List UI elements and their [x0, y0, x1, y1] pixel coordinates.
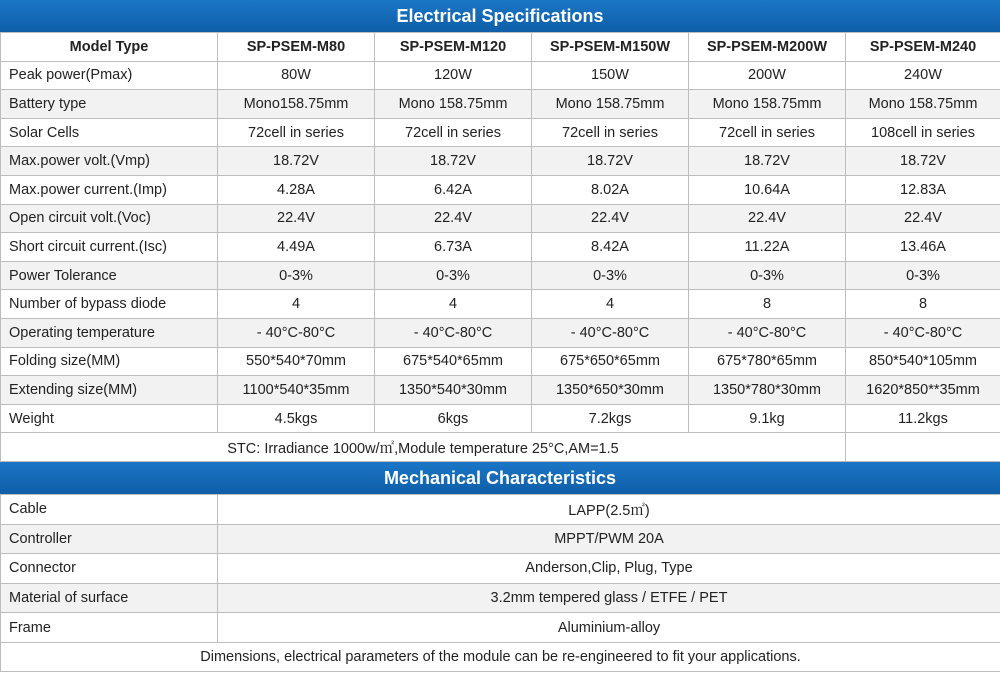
spec-value: 9.1kg: [689, 404, 846, 433]
mechanical-characteristics-title: Mechanical Characteristics: [0, 462, 1000, 494]
empty-cell: [846, 433, 1000, 462]
spec-value: 72cell in series: [218, 118, 375, 147]
spec-value: 13.46A: [846, 233, 1000, 262]
spec-label: Open circuit volt.(Voc): [1, 204, 218, 233]
mechanical-value: LAPP(2.5㎡): [218, 494, 1000, 524]
mechanical-row: [1, 583, 1000, 613]
spec-label: Folding size(MM): [1, 347, 218, 376]
spec-value: 1100*540*35mm: [218, 376, 375, 405]
electrical-specifications-title: Electrical Specifications: [0, 0, 1000, 32]
spec-value: Mono158.75mm: [218, 90, 375, 119]
spec-value: 22.4V: [375, 204, 532, 233]
spec-row: [1, 318, 1000, 347]
spec-value: 18.72V: [375, 147, 532, 176]
spec-value: 4: [218, 290, 375, 319]
spec-value: 1350*540*30mm: [375, 376, 532, 405]
mechanical-row: [1, 554, 1000, 584]
spec-value: 4.49A: [218, 233, 375, 262]
spec-value: 11.2kgs: [846, 404, 1000, 433]
spec-value: 120W: [375, 61, 532, 90]
spec-row: [1, 118, 1000, 147]
spec-value: 850*540*105mm: [846, 347, 1000, 376]
spec-value: 240W: [846, 61, 1000, 90]
spec-row: [1, 90, 1000, 119]
mechanical-row: [1, 494, 1000, 524]
spec-value: - 40°C-80°C: [689, 318, 846, 347]
spec-row: [1, 147, 1000, 176]
spec-value: 18.72V: [846, 147, 1000, 176]
model-header: SP-PSEM-M200W: [689, 33, 846, 62]
spec-row: [1, 261, 1000, 290]
mechanical-row: [1, 613, 1000, 643]
mechanical-label: Material of surface: [1, 583, 218, 613]
spec-value: - 40°C-80°C: [375, 318, 532, 347]
mechanical-table: [0, 494, 1000, 673]
model-header: SP-PSEM-M80: [218, 33, 375, 62]
spec-value: 200W: [689, 61, 846, 90]
spec-value: 675*540*65mm: [375, 347, 532, 376]
mechanical-label: Cable: [1, 494, 218, 524]
spec-value: 18.72V: [218, 147, 375, 176]
spec-label: Max.power volt.(Vmp): [1, 147, 218, 176]
spec-row: [1, 233, 1000, 262]
spec-row: [1, 347, 1000, 376]
spec-label: Power Tolerance: [1, 261, 218, 290]
spec-value: 4.5kgs: [218, 404, 375, 433]
spec-value: 0-3%: [218, 261, 375, 290]
spec-value: 1350*780*30mm: [689, 376, 846, 405]
model-header: SP-PSEM-M150W: [532, 33, 689, 62]
spec-label: Extending size(MM): [1, 376, 218, 405]
mechanical-value: Aluminium-alloy: [218, 613, 1000, 643]
spec-value: 18.72V: [689, 147, 846, 176]
spec-value: 80W: [218, 61, 375, 90]
spec-label: Weight: [1, 404, 218, 433]
spec-value: 0-3%: [689, 261, 846, 290]
mechanical-value: MPPT/PWM 20A: [218, 524, 1000, 554]
footer-note: Dimensions, electrical parameters of the module can be re-engineered to fit your applications.: [1, 642, 1000, 672]
spec-label: Solar Cells: [1, 118, 218, 147]
spec-value: 1620*850**35mm: [846, 376, 1000, 405]
spec-row: [1, 204, 1000, 233]
spec-value: Mono 158.75mm: [375, 90, 532, 119]
spec-value: 675*780*65mm: [689, 347, 846, 376]
spec-row: [1, 376, 1000, 405]
spec-value: 72cell in series: [532, 118, 689, 147]
spec-label: Peak power(Pmax): [1, 61, 218, 90]
model-header: SP-PSEM-M120: [375, 33, 532, 62]
spec-value: 72cell in series: [689, 118, 846, 147]
stc-note: STC: Irradiance 1000w/㎡,Module temperature 25°C,AM=1.5: [1, 433, 846, 462]
mechanical-value: 3.2mm tempered glass / ETFE / PET: [218, 583, 1000, 613]
stc-note-row: [1, 433, 1000, 462]
electrical-spec-table: [0, 32, 1000, 462]
spec-value: 675*650*65mm: [532, 347, 689, 376]
spec-label: Short circuit current.(Isc): [1, 233, 218, 262]
spec-label: Operating temperature: [1, 318, 218, 347]
spec-value: 22.4V: [218, 204, 375, 233]
spec-value: 108cell in series: [846, 118, 1000, 147]
spec-value: 4.28A: [218, 175, 375, 204]
spec-value: - 40°C-80°C: [218, 318, 375, 347]
spec-row: [1, 404, 1000, 433]
spec-value: 550*540*70mm: [218, 347, 375, 376]
spec-value: 11.22A: [689, 233, 846, 262]
spec-value: 4: [375, 290, 532, 319]
spec-value: 18.72V: [532, 147, 689, 176]
spec-value: 6kgs: [375, 404, 532, 433]
mechanical-label: Controller: [1, 524, 218, 554]
spec-value: 8.02A: [532, 175, 689, 204]
spec-value: 12.83A: [846, 175, 1000, 204]
spec-value: 0-3%: [846, 261, 1000, 290]
spec-value: Mono 158.75mm: [532, 90, 689, 119]
spec-row: [1, 290, 1000, 319]
spec-row: [1, 175, 1000, 204]
spec-value: 10.64A: [689, 175, 846, 204]
model-header-row: [1, 33, 1000, 62]
spec-value: 22.4V: [846, 204, 1000, 233]
spec-value: Mono 158.75mm: [846, 90, 1000, 119]
mechanical-value: Anderson,Clip, Plug, Type: [218, 554, 1000, 584]
mechanical-label: Frame: [1, 613, 218, 643]
spec-label: Max.power current.(Imp): [1, 175, 218, 204]
spec-value: 8: [689, 290, 846, 319]
spec-value: 0-3%: [375, 261, 532, 290]
spec-value: 6.73A: [375, 233, 532, 262]
spec-label: Battery type: [1, 90, 218, 119]
spec-value: 8: [846, 290, 1000, 319]
spec-value: 6.42A: [375, 175, 532, 204]
spec-value: 7.2kgs: [532, 404, 689, 433]
spec-value: Mono 158.75mm: [689, 90, 846, 119]
spec-value: 22.4V: [689, 204, 846, 233]
spec-value: 22.4V: [532, 204, 689, 233]
spec-value: 72cell in series: [375, 118, 532, 147]
spec-value: 4: [532, 290, 689, 319]
spec-row: [1, 61, 1000, 90]
spec-value: 8.42A: [532, 233, 689, 262]
spec-value: - 40°C-80°C: [532, 318, 689, 347]
footer-note-row: [1, 642, 1000, 672]
model-header: SP-PSEM-M240: [846, 33, 1000, 62]
spec-value: 0-3%: [532, 261, 689, 290]
model-type-header: Model Type: [1, 33, 218, 62]
spec-label: Number of bypass diode: [1, 290, 218, 319]
spec-value: - 40°C-80°C: [846, 318, 1000, 347]
spec-value: 150W: [532, 61, 689, 90]
mechanical-row: [1, 524, 1000, 554]
mechanical-label: Connector: [1, 554, 218, 584]
spec-value: 1350*650*30mm: [532, 376, 689, 405]
